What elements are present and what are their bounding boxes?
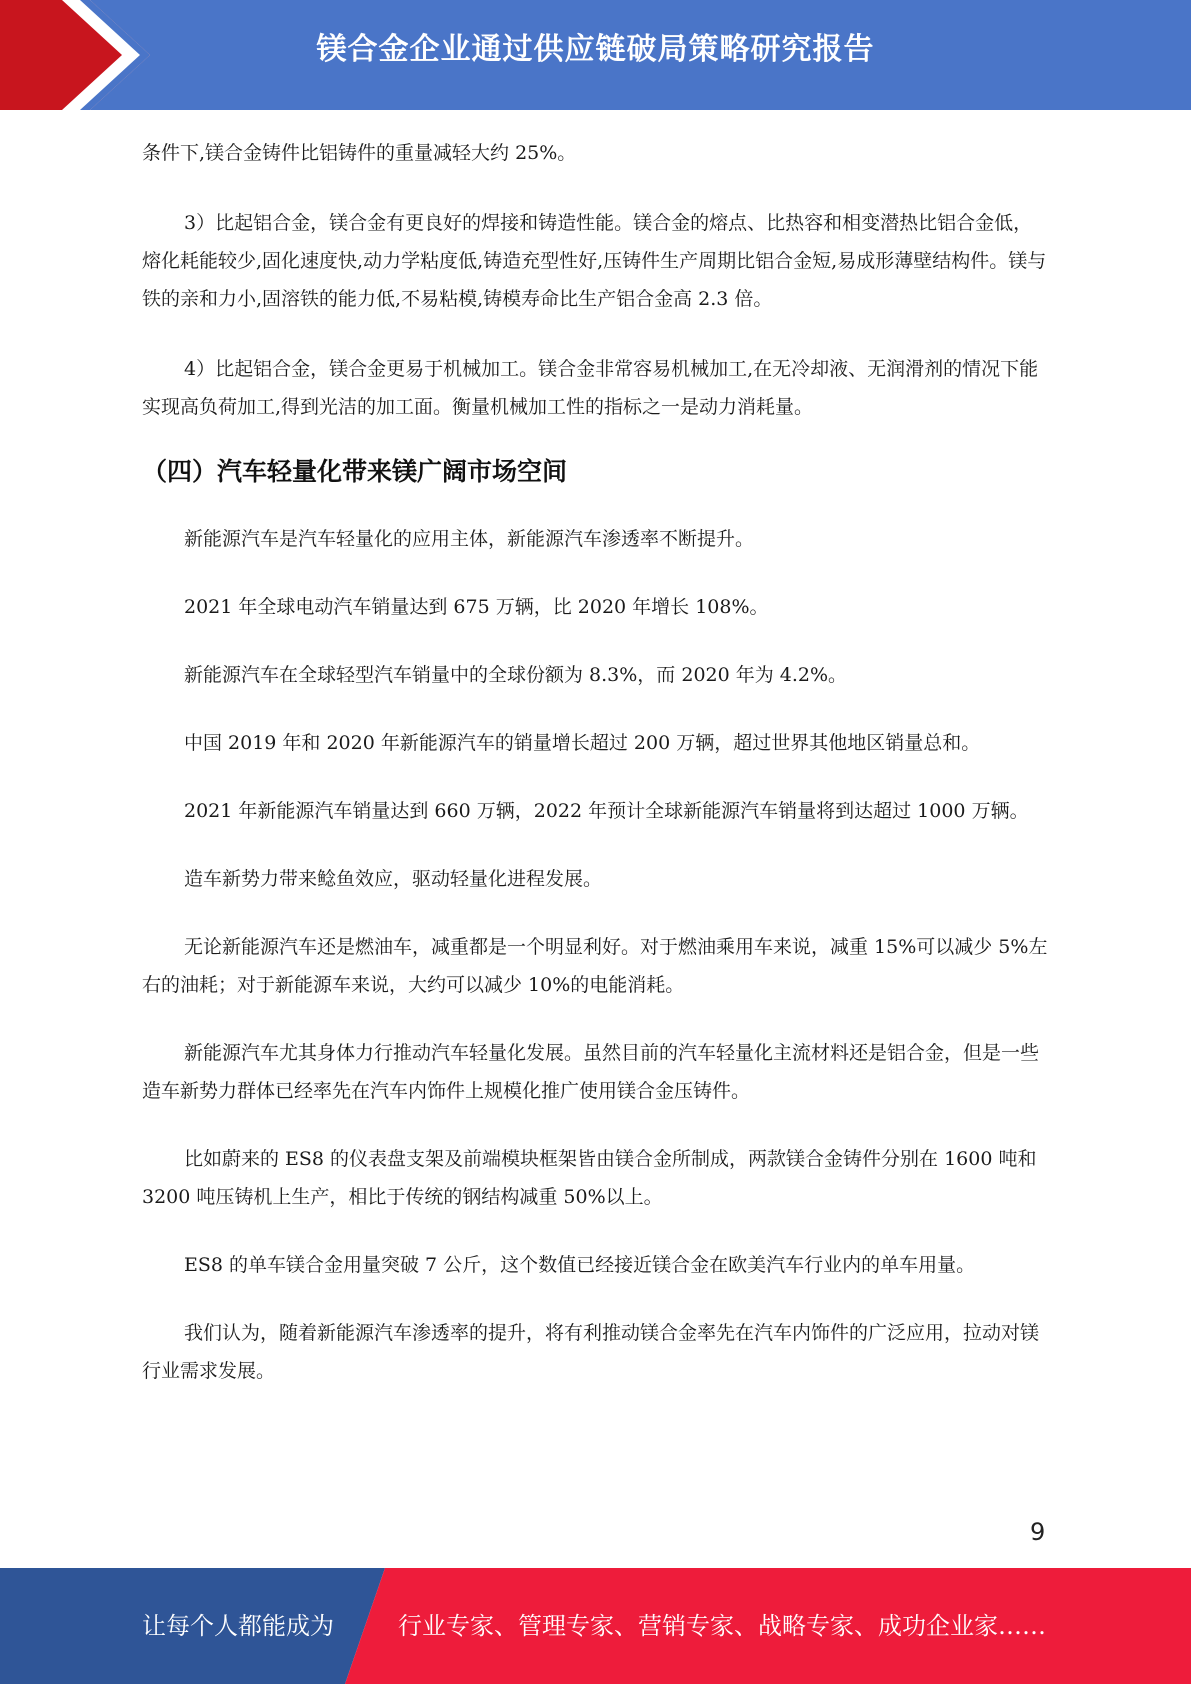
paragraph-14: 我们认为，随着新能源汽车渗透率的提升，将有利推动镁合金率先在汽车内饰件的广泛应用，拉动对镁行业需求发展。 (142, 1322, 1040, 1382)
paragraph-7: 中国 2019 年和 2020 年新能源汽车的销量增长超过 200 万辆，超过世界其他地区销量总和。 (184, 732, 981, 754)
page-number: 9 (1030, 1518, 1046, 1546)
page-footer (0, 1568, 1191, 1684)
report-title: 镁合金企业通过供应链破局策略研究报告 (316, 32, 875, 67)
paragraph-11: 新能源汽车尤其身体力行推动汽车轻量化发展。虽然目前的汽车轻量化主流材料还是铝合金，但是一些造车新势力群体已经率先在汽车内饰件上规模化推广使用镁合金压铸件。 (142, 1042, 1040, 1102)
paragraph-9: 造车新势力带来鲶鱼效应，驱动轻量化进程发展。 (184, 868, 603, 890)
paragraph-12: 比如蔚来的 ES8 的仪表盘支架及前端模块框架皆由镁合金所制成，两款镁合金铸件分别在 1600 吨和 3200 吨压铸机上生产，相比于传统的钢结构减重 50%以上。 (142, 1148, 1037, 1208)
paragraph-4: 新能源汽车是汽车轻量化的应用主体，新能源汽车渗透率不断提升。 (184, 528, 755, 550)
footer-slogan-left: 让每个人都能成为 (142, 1612, 334, 1640)
section-heading: （四）汽车轻量化带来镁广阔市场空间 (142, 457, 568, 486)
paragraph-6: 新能源汽车在全球轻型汽车销量中的全球份额为 8.3%，而 2020 年为 4.2%。 (184, 664, 848, 686)
footer-slogan-right: 行业专家、管理专家、营销专家、战略专家、成功企业家…… (398, 1612, 1046, 1640)
paragraph-8: 2021 年新能源汽车销量达到 660 万辆，2022 年预计全球新能源汽车销量将到达超过 1000 万辆。 (184, 800, 1029, 822)
paragraph-5: 2021 年全球电动汽车销量达到 675 万辆，比 2020 年增长 108%。 (184, 596, 769, 618)
paragraph-2: 3）比起铝合金，镁合金有更良好的焊接和铸造性能。镁合金的熔点、比热容和相变潜热比铝合金低，熔化耗能较少,固化速度快,动力学粘度低,铸造充型性好,压铸件生产周期比铝合金短,易成形薄壁结构件。镁与铁的亲和力小,固溶铁的能力低,不易粘模,铸模寿命比生产铝合金高 2.3 倍。 (142, 212, 1047, 310)
paragraph-13: ES8 的单车镁合金用量突破 7 公斤，这个数值已经接近镁合金在欧美汽车行业内的单车用量。 (184, 1254, 976, 1276)
paragraph-1: 条件下,镁合金铸件比铝铸件的重量减轻大约 25%。 (142, 142, 577, 164)
header-arrow-icon (0, 0, 150, 110)
paragraph-10: 无论新能源汽车还是燃油车，减重都是一个明显利好。对于燃油乘用车来说，减重 15%可以减少 5%左右的油耗；对于新能源车来说，大约可以减少 10%的电能消耗。 (142, 936, 1048, 996)
page-header (0, 0, 1191, 110)
paragraph-3: 4）比起铝合金，镁合金更易于机械加工。镁合金非常容易机械加工,在无冷却液、无润滑剂的情况下能实现高负荷加工,得到光洁的加工面。衡量机械加工性的指标之一是动力消耗量。 (142, 358, 1039, 418)
document-body (142, 134, 1050, 1390)
